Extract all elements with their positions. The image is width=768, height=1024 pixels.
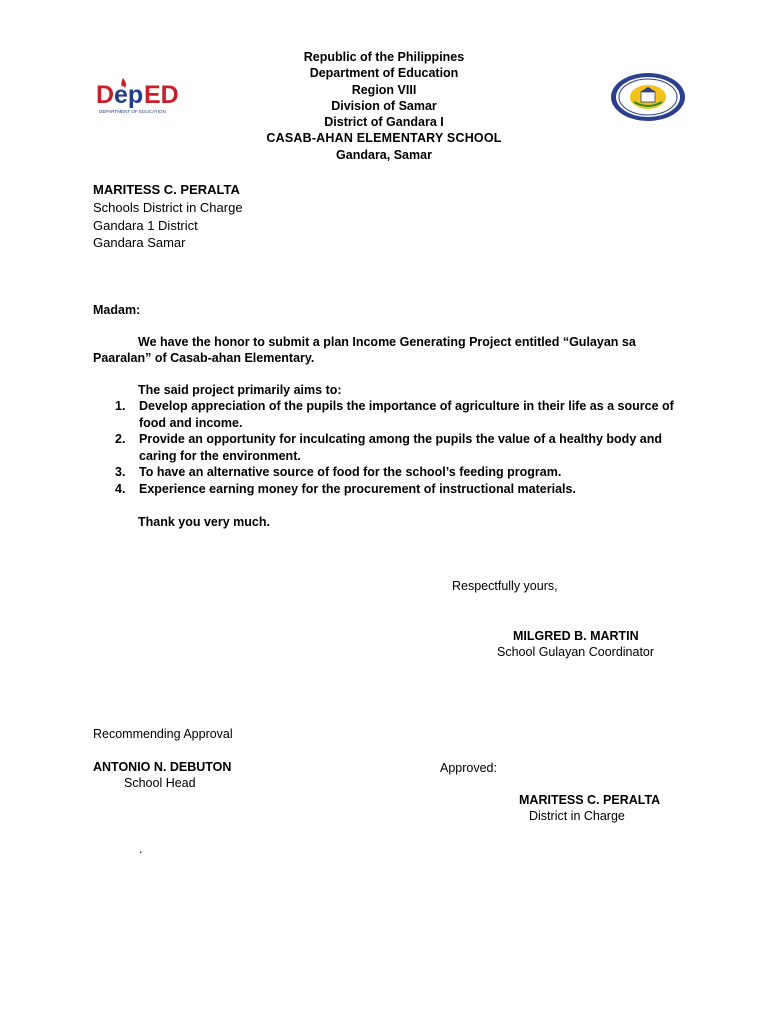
thanks-line: Thank you very much.: [138, 515, 270, 529]
approved-label: Approved:: [440, 761, 497, 775]
list-item-line: Develop appreciation of the pupils the importance of agriculture in their life as a source of: [139, 399, 674, 413]
recipient-address: Gandara Samar: [93, 235, 186, 250]
recipient-name: MARITESS C. PERALTA: [93, 182, 240, 197]
approver-name: MARITESS C. PERALTA: [519, 793, 661, 807]
recipient-title: Schools District in Charge: [93, 200, 243, 215]
header-region: Region VIII: [351, 82, 417, 97]
header-district: District of Gandara I: [324, 115, 444, 130]
salutation: Madam:: [93, 303, 141, 317]
list-item-line: Provide an opportunity for inculcating among the pupils the value of a healthy body and: [139, 432, 662, 446]
recommending-approval-label: Recommending Approval: [93, 727, 233, 741]
letterhead: [0, 49, 768, 163]
aims-list: [112, 398, 692, 497]
list-item: [112, 464, 692, 481]
signer-name: MILGRED B. MARTIN: [513, 629, 639, 643]
list-item-line: caring for the environment.: [139, 448, 301, 463]
list-item-number: 3.: [115, 465, 126, 479]
recommender-title: School Head: [124, 776, 196, 790]
list-item-line: food and income.: [139, 415, 243, 430]
svg-text:D: D: [96, 81, 115, 109]
list-item: [112, 431, 692, 464]
approver-title: District in Charge: [529, 809, 625, 823]
list-item-number: 2.: [115, 432, 126, 446]
header-division: Division of Samar: [331, 98, 437, 113]
list-item-line: To have an alternative source of food for the school’s feeding program.: [139, 465, 562, 479]
trailing-mark: .: [139, 842, 143, 856]
list-item-number: 4.: [115, 481, 126, 496]
header-location: Gandara, Samar: [336, 147, 432, 162]
svg-text:ep: ep: [114, 81, 144, 109]
header-republic: Republic of the Philippines: [303, 50, 465, 64]
deped-logo-subtext: DEPARTMENT OF EDUCATION: [99, 109, 166, 114]
svg-text:ED: ED: [144, 81, 179, 109]
recipient-district: Gandara 1 District: [93, 218, 198, 233]
complimentary-close: Respectfully yours,: [452, 579, 558, 593]
intro-line-1: We have the honor to submit a plan Income Generating Project entitled “Gulayan sa: [138, 335, 636, 349]
aims-intro: The said project primarily aims to:: [138, 383, 342, 397]
recommender-name: ANTONIO N. DEBUTON: [93, 760, 232, 774]
list-item: [112, 481, 692, 498]
intro-line-2: Paaralan” of Casab-ahan Elementary.: [93, 351, 315, 365]
header-department: Department of Education: [309, 66, 459, 81]
signer-title: School Gulayan Coordinator: [497, 645, 655, 659]
list-item-line: Experience earning money for the procurement of instructional materials.: [139, 481, 576, 496]
list-item: [112, 398, 692, 431]
list-item-number: 1.: [115, 399, 126, 413]
header-school-name: CASAB-AHAN ELEMENTARY SCHOOL: [266, 131, 502, 146]
